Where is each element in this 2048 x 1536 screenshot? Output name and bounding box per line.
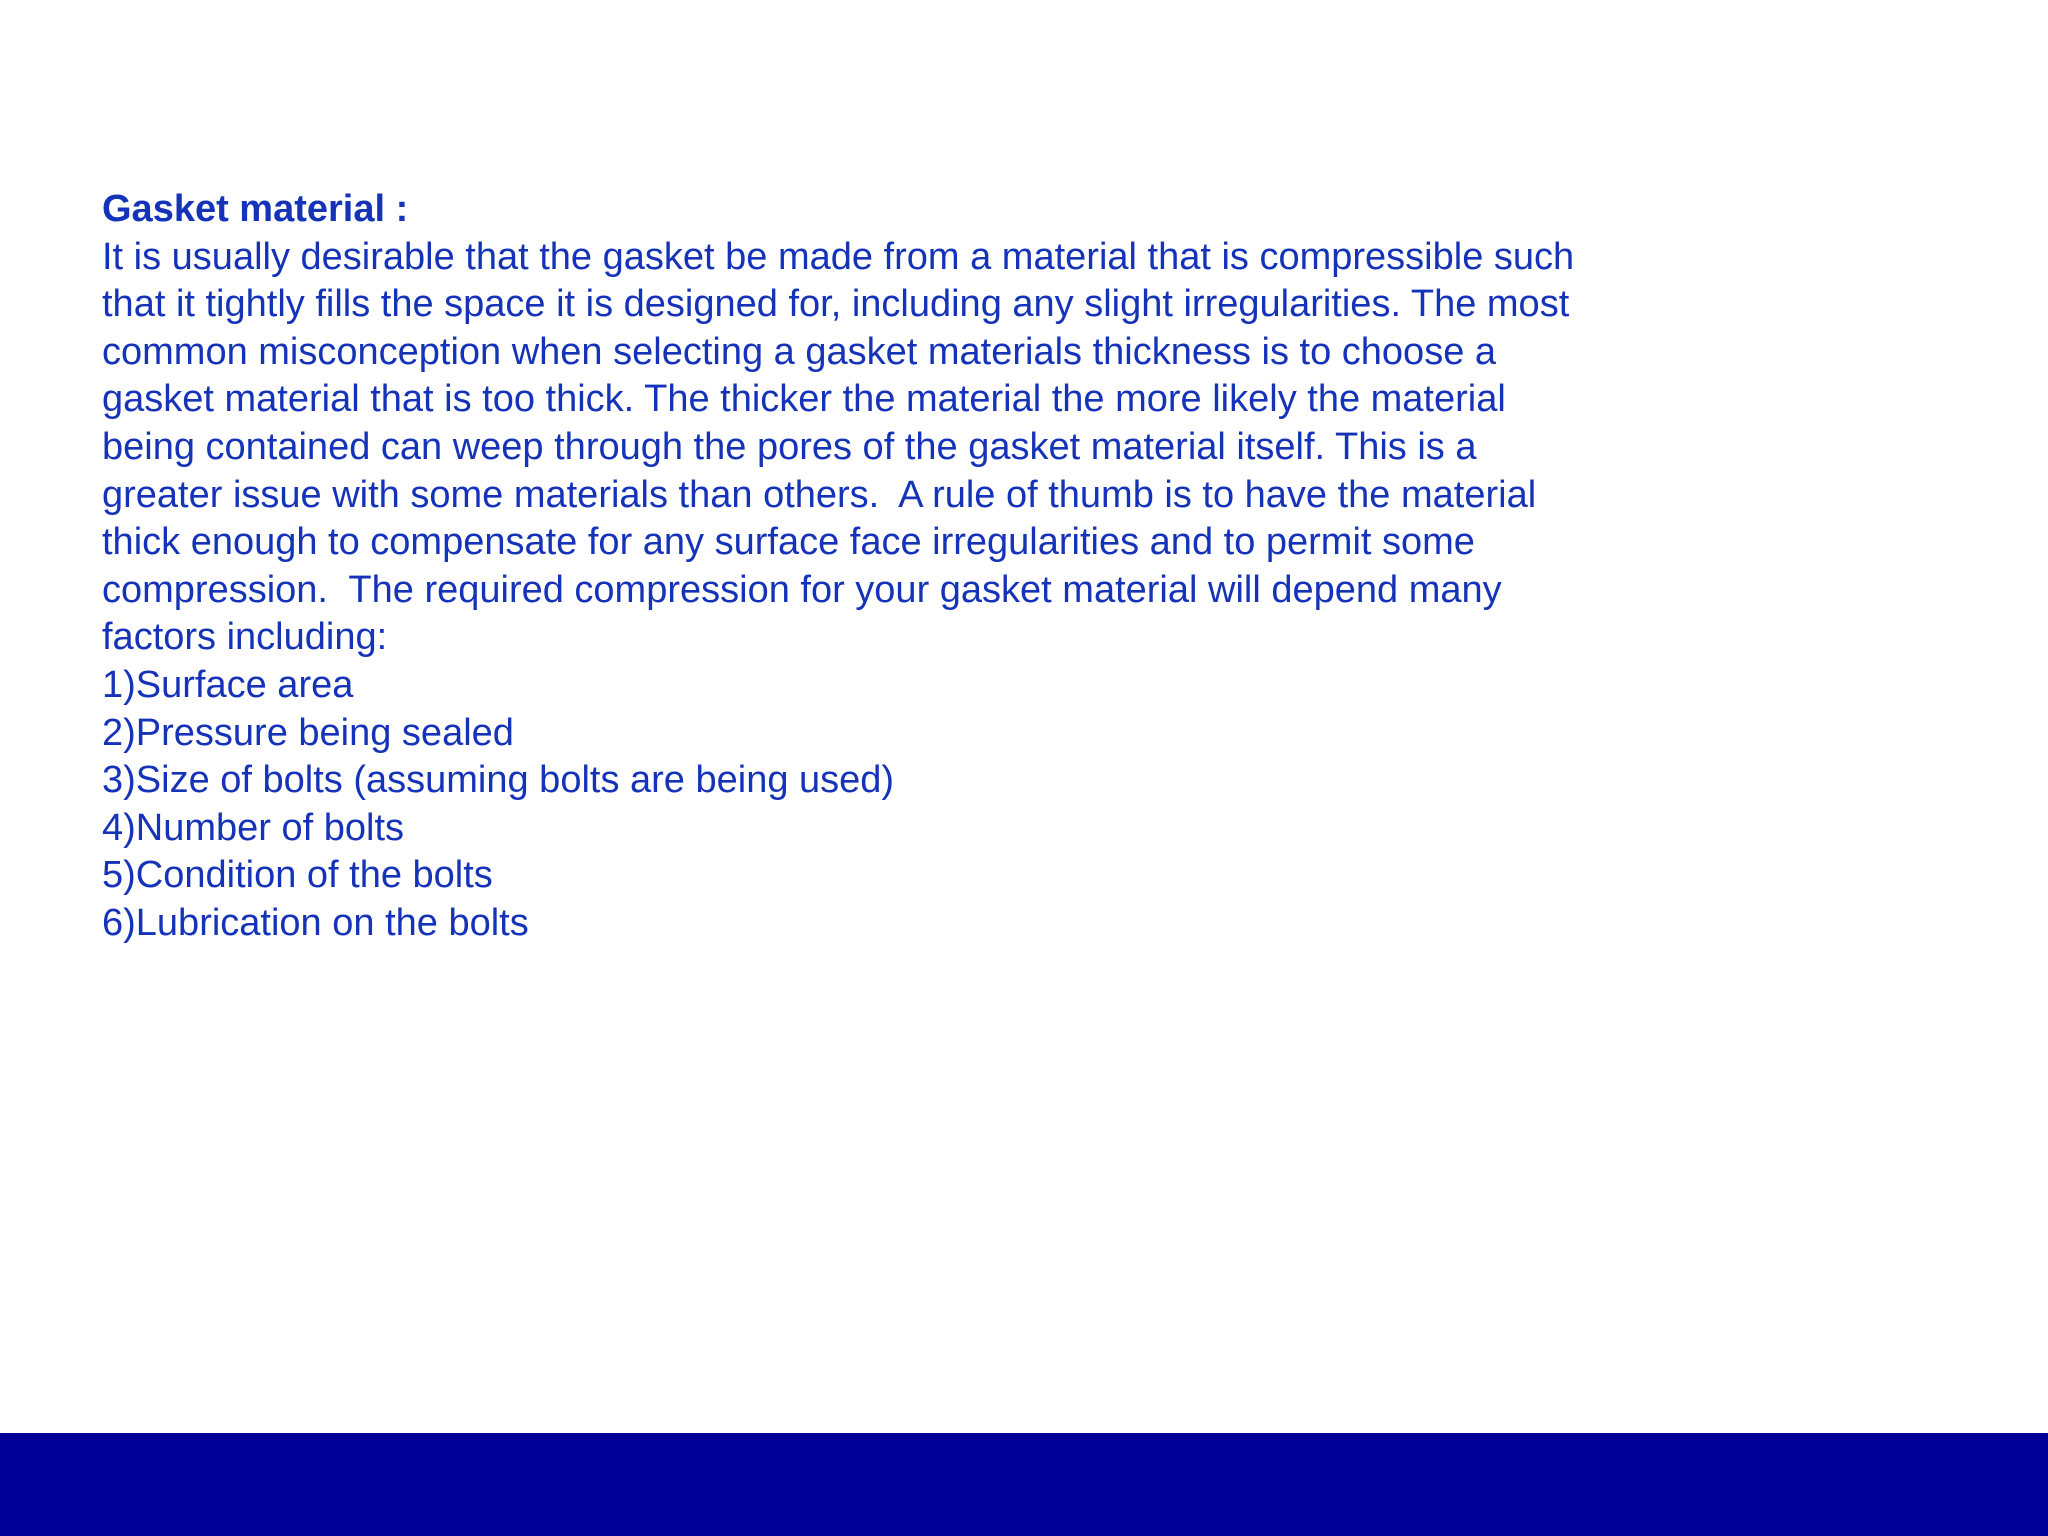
list-item: 4)Number of bolts: [102, 806, 405, 849]
paragraph: [102, 234, 1802, 662]
footer-bar: [0, 1433, 2048, 1536]
list-item: 6)Lubrication on the bolts: [102, 901, 529, 944]
paragraph-line: It is usually desirable that the gasket be made from a material that is compressible such: [102, 235, 1575, 278]
paragraph-line: thick enough to compensate for any surface face irregularities and to permit some: [102, 521, 1475, 564]
paragraph-line: common misconception when selecting a gasket materials thickness is to choose a: [102, 330, 1497, 373]
slide-content: [102, 186, 1802, 948]
list-item: 3)Size of bolts (assuming bolts are being used): [102, 759, 895, 802]
paragraph-line: that it tightly fills the space it is designed for, including any slight irregularities. The most: [102, 283, 1570, 326]
paragraph-line: greater issue with some materials than others. A rule of thumb is to have the material: [102, 473, 1537, 516]
paragraph-line: compression. The required compression for your gasket material will depend many: [102, 568, 1502, 611]
paragraph-line: gasket material that is too thick. The thicker the material the more likely the material: [102, 378, 1506, 421]
paragraph-line: factors including:: [102, 616, 388, 659]
heading: Gasket material :: [102, 188, 409, 230]
paragraph-line: being contained can weep through the pores of the gasket material itself. This is a: [102, 425, 1477, 468]
factor-list: [102, 662, 1802, 948]
list-item: 1)Surface area: [102, 663, 354, 706]
list-item: 5)Condition of the bolts: [102, 854, 493, 897]
list-item: 2)Pressure being sealed: [102, 711, 514, 754]
